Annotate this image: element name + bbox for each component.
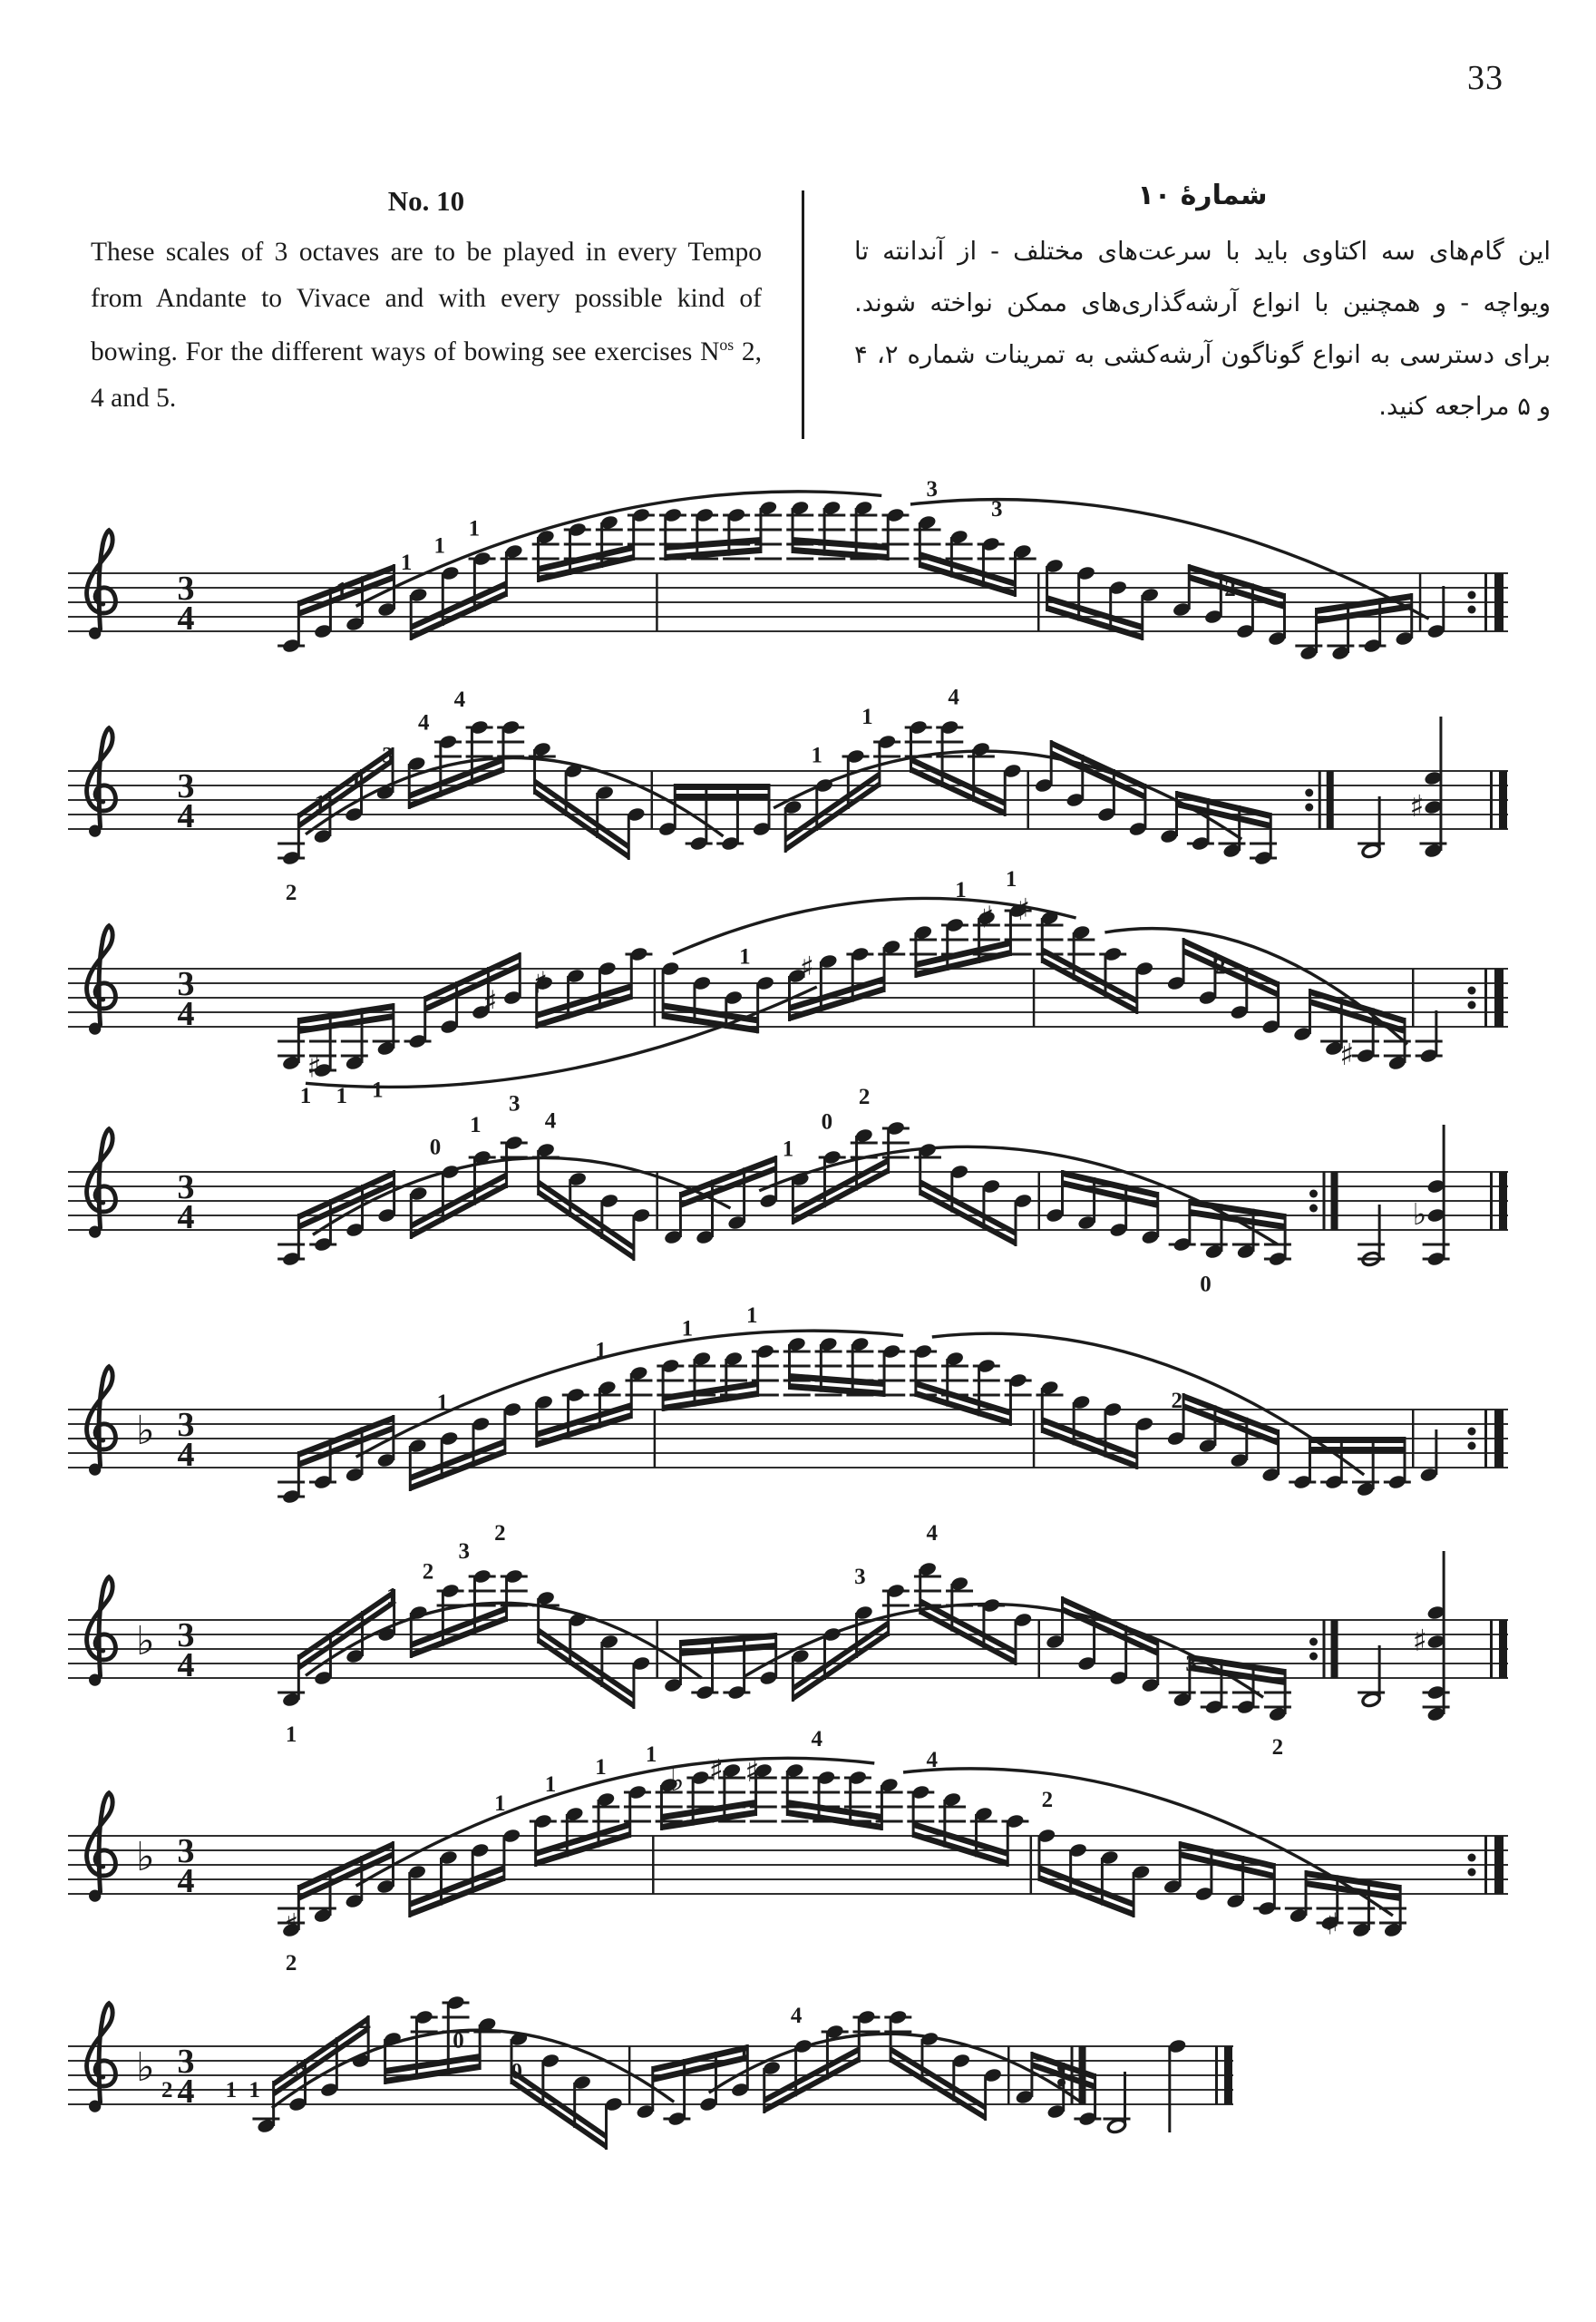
fingering-number: 1 [285,1722,297,1747]
fingering-number: 1 [336,578,347,603]
time-signature: 3 [177,1832,195,1870]
english-title: No. 10 [387,185,465,217]
treble-clef [87,926,116,1035]
fingering-number: 4 [790,2004,803,2028]
column-divider [802,190,804,439]
fingering-number: 2 [422,1559,434,1585]
svg-text:4: 4 [177,995,195,1033]
fingering-number: 2 [285,881,297,905]
fingering-number: 0 [821,1109,833,1135]
fingering-number: 1 [494,1791,506,1816]
svg-text:♭: ♭ [1412,1196,1427,1232]
svg-text:4: 4 [177,1862,195,1900]
fingering-number: 2 [1041,1788,1054,1812]
accidental-sharp: ♯ [799,950,814,985]
fingering-number: 1 [1005,867,1017,893]
time-signature: 3 [177,570,195,608]
svg-text:4: 4 [177,2073,195,2111]
accidental-sharp: ♯ [708,1752,724,1789]
fingering-number: 3 [854,1565,866,1589]
fingering-number: 1 [299,1084,312,1108]
svg-text:4: 4 [177,600,195,638]
treble-clef [87,1129,116,1238]
fingering-number: 3 [382,743,394,768]
fingering-number: 1 [645,1742,657,1767]
svg-text:4: 4 [177,797,195,835]
fingering-number: 1 [225,2078,238,2102]
treble-clef [87,531,116,639]
fingering-number: 3 [1185,1652,1197,1676]
fingering-number: 4 [453,687,466,712]
english-instructions [91,185,762,422]
treble-clef [87,1577,116,1686]
persian-instructions [854,180,1551,433]
fingering-number: 2 [1214,954,1226,980]
fingering-number: 2 [1271,1735,1284,1760]
accidental-sharp: ♯ [307,1049,322,1085]
fingering-number: 1 [400,551,413,575]
time-signature: 3 [177,1616,195,1654]
fingering-number: 4 [359,2012,371,2037]
accidental-sharp: ♯ [482,983,498,1020]
fingering-number: 1 [436,1390,449,1415]
key-signature-flat: ♭ [136,2044,155,2091]
time-signature: 3 [177,965,195,1003]
fingering-number: 2 [161,2078,173,2102]
fingering-number: 1 [544,1772,557,1797]
fingering-number: 1 [746,1303,758,1328]
fingering-number: 3 [926,477,939,502]
fingering-number: 1 [336,1084,347,1108]
accidental-sharp: ♯ [979,899,995,935]
fingering-number: 2 [494,1521,506,1546]
fingering-number: 4 [544,1108,557,1134]
fingering-number: 1 [350,768,362,794]
fingering-number: 3 [295,2056,307,2081]
svg-text:4: 4 [177,1646,195,1684]
english-body [91,229,762,422]
fingering-number: 0 [511,2059,522,2084]
time-signature: 3 [177,2043,195,2081]
svg-text:♯: ♯ [1412,1623,1427,1658]
fingering-number: 1 [782,1137,794,1162]
key-signature-flat: ♭ [136,1834,155,1880]
fingering-number: 1 [861,705,873,729]
svg-text:4: 4 [177,1198,195,1236]
persian-title: شمارهٔ ۱۰ [1137,180,1268,211]
fingering-number: 1 [470,1112,482,1137]
time-signature: 3 [177,1168,195,1206]
page-number: 33 [1467,59,1504,97]
fingering-number: 1 [386,1584,398,1609]
accidental-sharp: ♯ [1015,892,1030,927]
fingering-number: 1 [372,1078,384,1103]
time-signature: 3 [177,767,195,805]
accidental-sharp: ♯ [1325,1906,1340,1942]
fingering-number: 1 [681,1316,694,1341]
fingering-number: 2 [1224,577,1236,602]
fingering-number: 1 [595,1755,607,1780]
fingering-number: 4 [417,710,430,736]
fingering-number: 1 [433,533,445,559]
svg-text:♯: ♯ [1409,788,1425,824]
fingering-number: 3 [509,1091,521,1117]
fingering-number: 0 [1200,1272,1212,1297]
accidental-flat: ♭ [669,1762,685,1798]
fingering-number: 1 [739,944,751,970]
music-system-8 [0,1937,1542,2191]
fingering-number: 4 [926,1521,939,1546]
treble-clef [87,1367,116,1476]
fingering-number: 1 [468,516,481,541]
fingering-number: 4 [948,685,959,710]
accidental-sharp: ♯ [1339,1037,1355,1072]
accidental-sharp: ♯ [532,964,548,1000]
svg-text:4: 4 [177,1436,195,1474]
fingering-number: 3 [458,1539,470,1564]
key-signature-flat: ♭ [136,1618,155,1664]
fingering-number: 4 [811,1727,823,1751]
key-signature-flat: ♭ [136,1408,155,1454]
fingering-number: 2 [1171,1389,1183,1413]
persian-body: این گام‌های سه اکتاوی باید با سرعت‌های مختلف - از آندانته تا ویواچه - و همچنین با انواع آرشه‌گذاری‌های ممکن نواخته شوند. برای دسترسی به انواع گوناگون آرشه‌کشی به تمرینات شماره ۲، ۴ و ۵ مراجعه کنید. [854,237,1551,421]
fingering-number: 0 [453,2028,464,2054]
fingering-number: 2 [285,1951,297,1976]
fingering-number: 4 [926,1748,939,1772]
treble-clef [87,2004,116,2112]
music-system-4 [0,1063,1542,1317]
fingering-number: 1 [738,2042,750,2066]
fingering-number: 1 [248,2078,260,2102]
fingering-number: 2 [858,1084,871,1109]
treble-clef [87,728,116,837]
fingering-number: 0 [429,1135,442,1160]
fingering-number: 1 [595,1338,607,1363]
time-signature: 3 [177,1406,195,1444]
english-sup: os [719,336,735,354]
accidental-sharp: ♯ [744,1752,760,1789]
accidental-sharp: ♯ [284,1906,299,1942]
treble-clef [87,1793,116,1902]
english-body-start: These scales of 3 octaves are to be played in every Tempo from Andante to Vivace and with every possible kind of bowing. For the different ways of bowing see exercises N [91,238,762,366]
fingering-number: 3 [991,496,1003,522]
fingering-number: 1 [811,743,823,768]
fingering-number: 1 [314,791,326,816]
english-body-end: 2, 4 and 5. [91,337,762,413]
fingering-number: 1 [955,878,967,903]
